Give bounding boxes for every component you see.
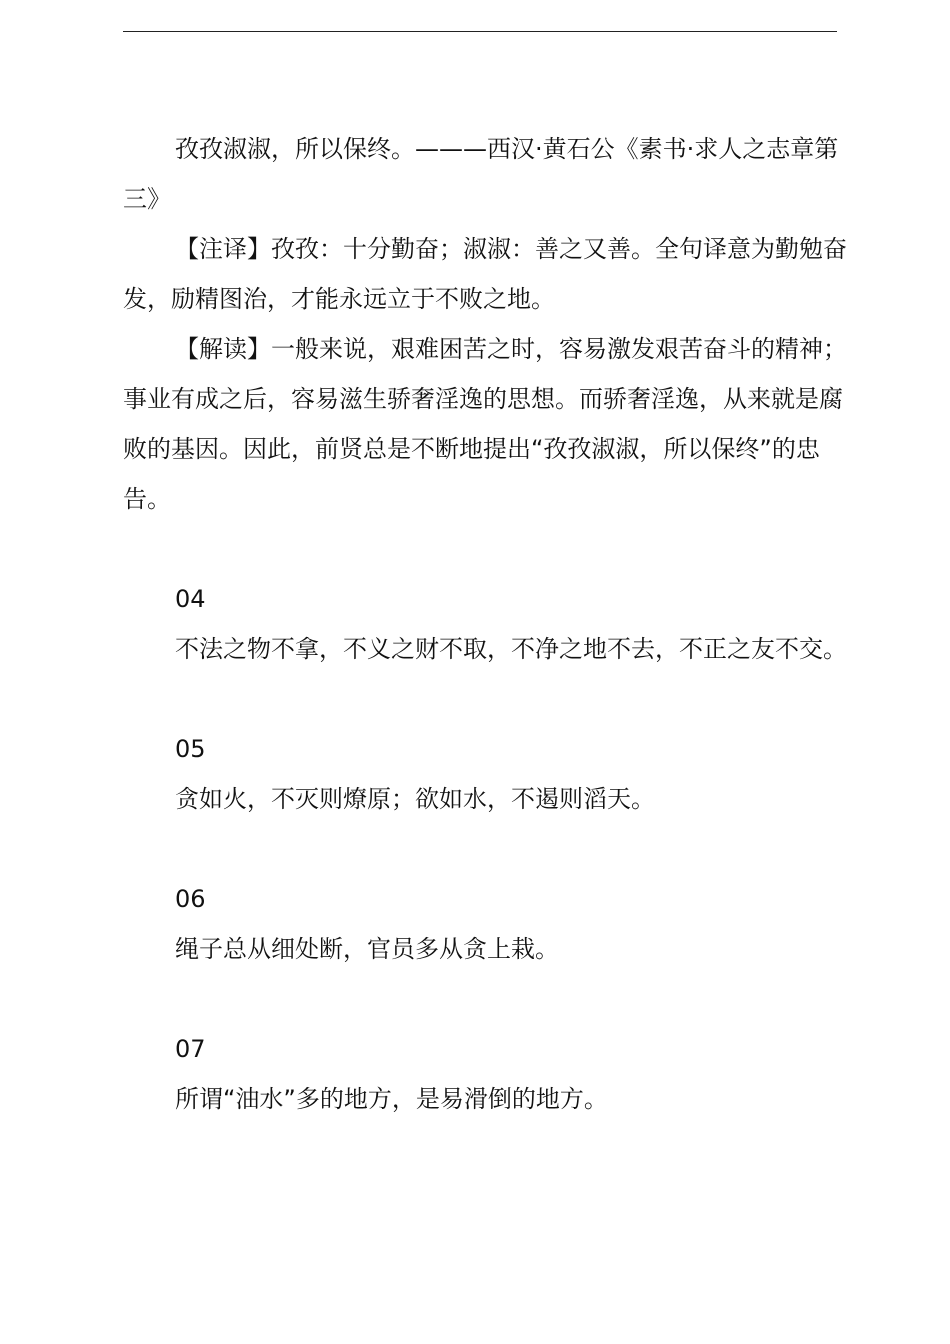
header-rule (123, 31, 837, 32)
section-text-07: 所谓“油水”多的地方，是易滑倒的地方。 (175, 1085, 608, 1113)
quote-paragraph: 孜孜淑淑，所以保终。———西汉·黄石公《素书·求人之志章第三》 (123, 135, 839, 213)
interpretation-paragraph: 【解读】一般来说，艰难困苦之时，容易激发艰苦奋斗的精神；事业有成之后，容易滋生骄奢淫逸的思想。而骄奢淫逸，从来就是腐败的基因。因此，前贤总是不断地提出“孜孜淑淑，所以保终”的忠告。 (123, 335, 847, 513)
section-number-07: 07 (175, 1035, 206, 1063)
section-text-04: 不法之物不拿，不义之财不取，不净之地不去，不正之友不交。 (175, 635, 847, 663)
section-text-06: 绳子总从细处断，官员多从贪上栽。 (175, 935, 559, 963)
annotation-paragraph: 【注译】孜孜：十分勤奋；淑淑：善之又善。全句译意为勤勉奋发，励精图治，才能永远立于不败之地。 (123, 235, 847, 313)
section-number-06: 06 (175, 885, 206, 913)
section-number-05: 05 (175, 735, 206, 763)
section-number-04: 04 (175, 585, 206, 613)
section-text-05: 贪如火，不灭则燎原；欲如水，不遏则滔天。 (175, 785, 655, 813)
document-body (123, 124, 863, 1124)
